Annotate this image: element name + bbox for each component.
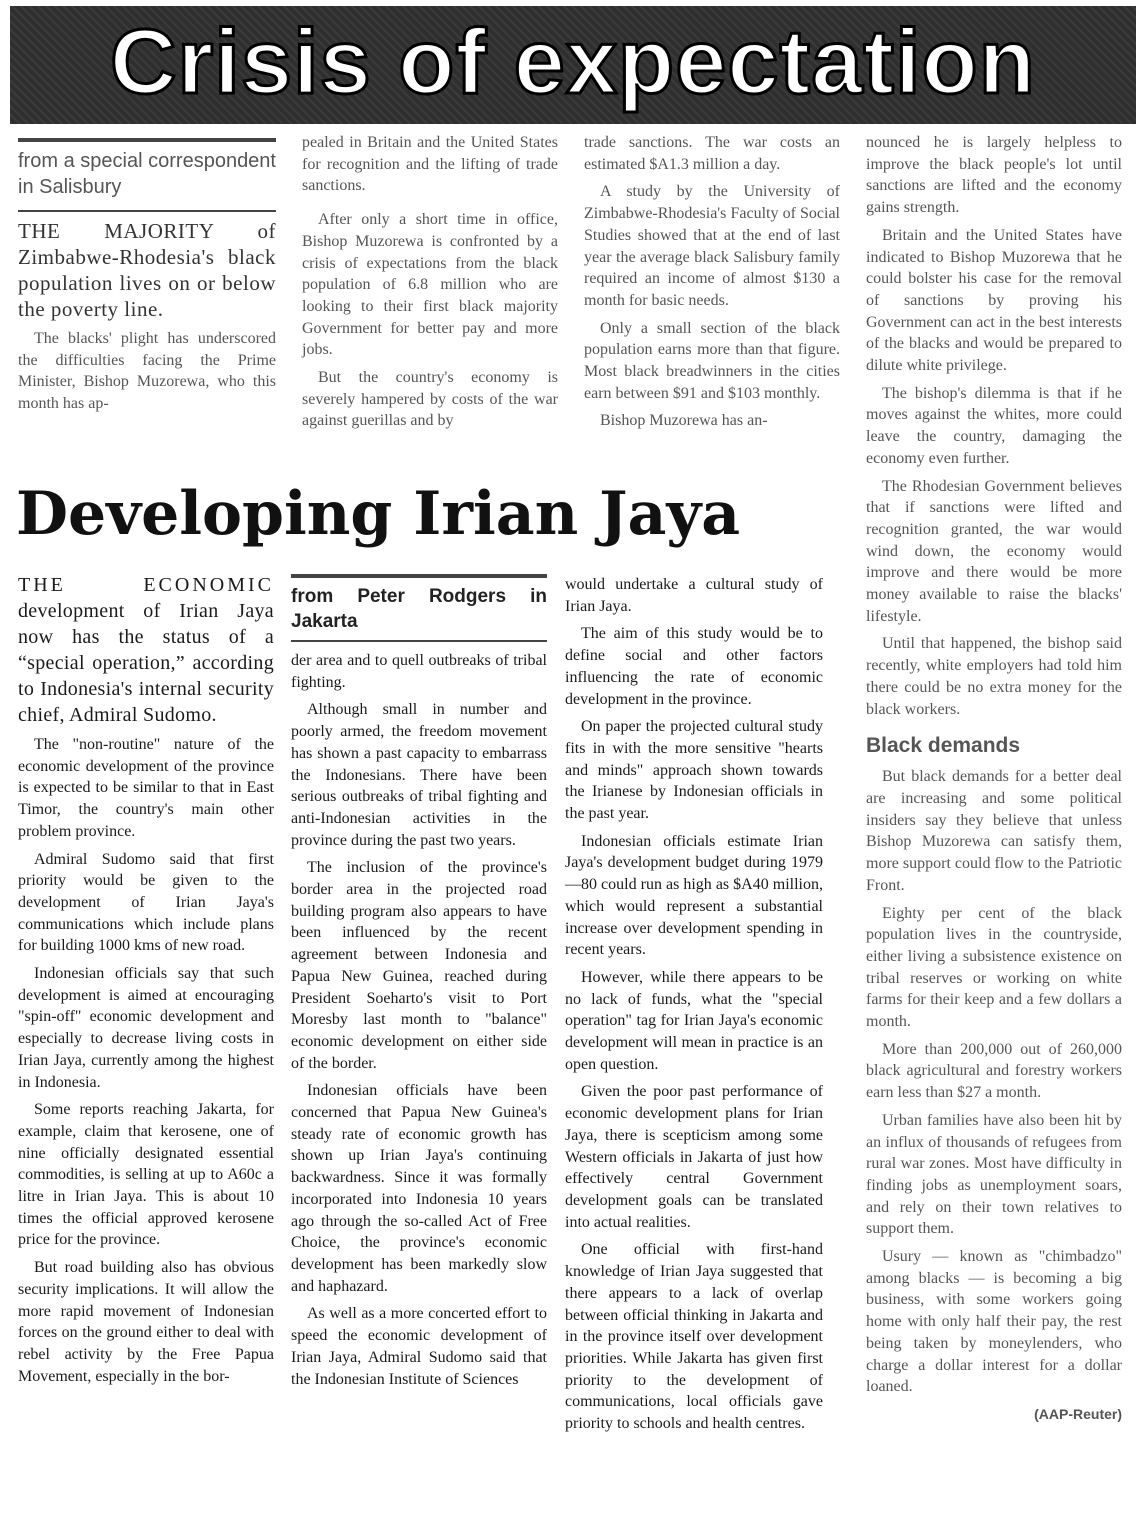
paragraph: Given the poor past performance of economic development plans for Irian Jaya, there is scepticism among some Western officials in Jakarta of just how effectively central Government development goals can be translated into actual realities. [565, 1083, 823, 1231]
paragraph: The "non-routine" nature of the economic development of the province is expected to be similar to that in East Timor, the country's main other problem province. [18, 736, 274, 840]
paragraph: would undertake a cultural study of Irian Jaya. [565, 576, 823, 615]
paragraph: The Rhodesian Government believes that if sanctions were lifted and recognition granted, the war would wind down, the economy would improve and there would be more money available to raise the blacks' lifestyle. [866, 477, 1122, 625]
headline-developing-irian-jaya: Developing Irian Jaya [16, 479, 741, 549]
article2-column-1 [18, 572, 274, 1393]
paragraph: The inclusion of the province's border area in the projected road building program also appears to have been influenced by the recent agreement between Indonesia and Papua New Guinea, reached during President Soeharto's visit to Port Moresby last month to "balance" economic development on either side of the border. [291, 859, 547, 1072]
paragraph: Until that happened, the bishop said recently, white employers had told him there could be no extra money for the black workers. [866, 635, 1122, 718]
paragraph: Some reports reaching Jakarta, for example, claim that kerosene, one of nine officially designated essential commodities, is selling at up to A60c a litre in Irian Jaya. This is about 10 times the official approved kerosene price for the province. [18, 1101, 274, 1249]
paragraph: As well as a more concerted effort to speed the economic development of Irian Jaya, Admiral Sudomo said that the Indonesian Institute of Sciences [291, 1305, 547, 1388]
paragraph: After only a short time in office, Bishop Muzorewa is confronted by a crisis of expectations from the black population of 6.8 million who are looking to their first black majority Government for better pay and more jobs. [302, 211, 558, 359]
lead-rest: development of Irian Jaya now has the status of a “special operation,” according to Indonesia's internal security chief, Admiral Sudomo. [18, 600, 274, 726]
divider-rule [18, 138, 276, 142]
paragraph: The blacks' plight has underscored the difficulties facing the Prime Minister, Bishop Muzorewa, who this month has ap- [18, 330, 276, 413]
paragraph: More than 200,000 out of 260,000 black agricultural and forestry workers earn less than $27 a month. [866, 1040, 1122, 1102]
credit-aap-reuter: (AAP-Reuter) [1034, 1405, 1122, 1422]
paragraph: The aim of this study would be to define social and other factors influencing the rate of economic development in the province. [565, 625, 823, 708]
lead-caps: THE ECONOMIC [18, 574, 274, 596]
paragraph: One official with first-hand knowledge of Irian Jaya suggested that there appears to a lack of overlap between official thinking in Jakarta and in the province itself over development priorities. While Jakarta has given first priority to the development of communications, local officials gave priority to schools and health centres. [565, 1241, 823, 1433]
paragraph: Usury — known as "chimbadzo" among blacks — is becoming a big business, with some workers going home with only half their pay, the rest being taken by moneylenders, who charge a dollar interest for a dollar loaned. [866, 1248, 1122, 1396]
divider-rule [291, 640, 547, 642]
paragraph: Urban families have also been hit by an influx of thousands of refugees from rural war zones. Most have difficulty in finding jobs as unemployment soars, and rely on their town relatives to support them. [866, 1111, 1122, 1238]
paragraph: Bishop Muzorewa has an- [600, 412, 768, 430]
byline-jakarta: from Peter Rodgers in Jakarta [291, 586, 547, 632]
paragraph: der area and to quell outbreaks of tribal fighting. [291, 652, 547, 691]
article1-column-2 [302, 132, 558, 438]
paragraph: Indonesian officials estimate Irian Jaya's development budget during 1979—80 could run as high as $A40 million, which would represent a substantial increase over development spending in recent years. [565, 832, 823, 959]
paragraph: But the country's economy is severely hampered by costs of the war against guerillas and by [302, 369, 558, 430]
paragraph: However, while there appears to be no lack of funds, what the "special operation" tag for Irian Jaya's economic development will mean in practice is an open question. [565, 968, 823, 1073]
byline-salisbury: from a special correspondent in Salisbury [18, 150, 276, 198]
banner-crisis-of-expectation [10, 6, 1136, 124]
paragraph: Eighty per cent of the black population lives in the countryside, either living a subsistence existence on tribal reserves or working on white farms for their keep and a few dollars a month. [866, 904, 1122, 1031]
paragraph: nounced he is largely helpless to improve the black people's lot until sanctions are lifted and the economy gains strength. [866, 134, 1122, 217]
lead-paragraph: THE MAJORITY of Zimbabwe-Rhodesia's black population lives on or below the poverty line. [18, 219, 276, 321]
paragraph: Indonesian officials say that such development is aimed at encouraging "spin-off" economic development and especially to decrease living costs in Irian Jaya, currently among the highest in Indonesia. [18, 965, 274, 1091]
paragraph: Indonesian officials have been concerned that Papua New Guinea's steady rate of economic growth has shown up Irian Jaya's continuing backwardness. Since it was formally incorporated into Indonesia 10 years ago through the so-called Act of Free Choice, the province's economic development has been markedly slow and haphazard. [291, 1082, 547, 1295]
divider-rule [291, 574, 547, 578]
lead-paragraph [18, 572, 274, 728]
article1-column-4 [866, 132, 1122, 1426]
paragraph: On paper the projected cultural study fits in with the more sensitive "hearts and minds" approach shown towards the Irianese by Indonesian officials in the past year. [565, 718, 823, 823]
subhead-black-demands: Black demands [866, 734, 1021, 758]
paragraph: But black demands for a better deal are increasing and some political insiders say they believe that unless Bishop Muzorewa can satisfy them, more support could flow to the Patriotic Front. [866, 768, 1122, 894]
paragraph: But road building also has obvious security implications. It will allow the more rapid movement of Indonesian forces on the ground either to deal with rebel activity by the Free Papua Movement, especially in the bor- [18, 1259, 274, 1385]
paragraph: trade sanctions. The war costs an estimated $A1.3 million a day. [584, 134, 840, 173]
paragraph: Admiral Sudomo said that first priority would be given to the development of Irian Jaya's communications which include plans for building 1000 kms of new road. [18, 850, 274, 955]
article1-column-3 [584, 132, 840, 438]
article2-column-3 [565, 574, 823, 1441]
paragraph: The bishop's dilemma is that if he moves against the whites, more could leave the country, damaging the economy even further. [866, 384, 1122, 467]
headline-crisis-of-expectation: Crisis of expectation [110, 11, 1036, 113]
article1-column-1 [18, 138, 276, 421]
article2-column-2 [291, 574, 547, 1396]
paragraph: Britain and the United States have indicated to Bishop Muzorewa that he could bolster his case for the removal of sanctions by proving his Government can act in the best interests of the blacks and would be prepared to dilute white privilege. [866, 226, 1122, 375]
divider-rule [18, 210, 276, 212]
paragraph: A study by the University of Zimbabwe-Rhodesia's Faculty of Social Studies showed that at the end of last year the average black Salisbury family required an income of almost $130 a month for basic needs. [584, 183, 840, 309]
paragraph: Although small in number and poorly armed, the freedom movement has shown a past capacity to embarrass the Indonesians. There have been serious outbreaks of tribal fighting and anti-Indonesian activities in the province during the past two years. [291, 701, 547, 849]
paragraph: Only a small section of the black population earns more than that figure. Most black breadwinners in the cities earn between $91 and $103 monthly. [584, 319, 840, 402]
paragraph: pealed in Britain and the United States for recognition and the lifting of trade sanctions. [302, 134, 558, 195]
